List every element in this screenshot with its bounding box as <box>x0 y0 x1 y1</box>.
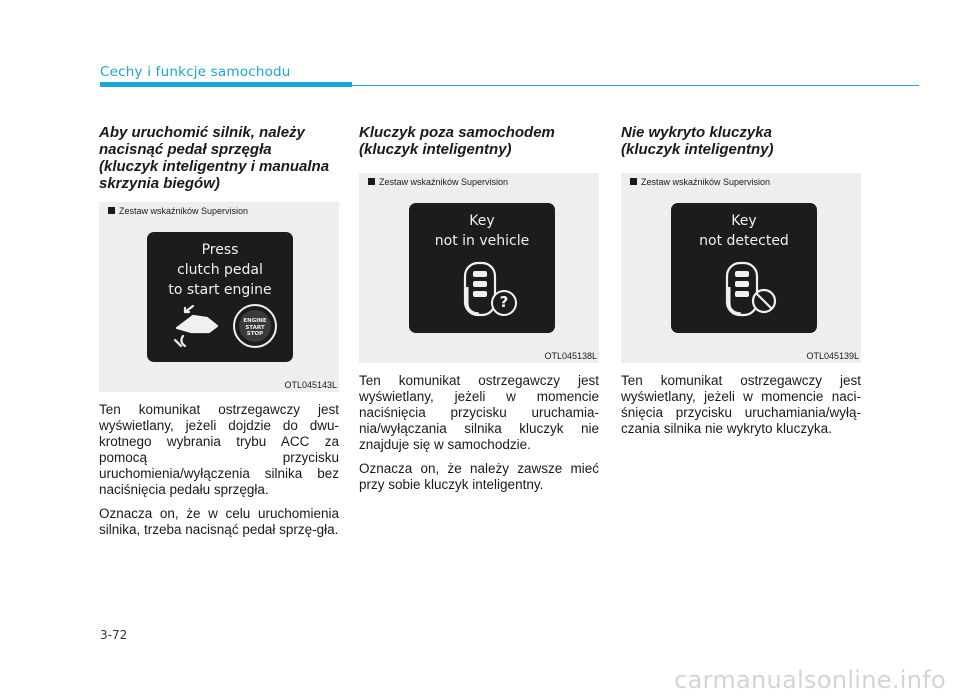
heading-line: Aby uruchomić silnik, należy <box>99 124 305 141</box>
cluster-screen <box>671 203 817 333</box>
paragraph: Ten komunikat ostrzegawczy jest wyświetlany, jeżeli w momencie naciśnięcia przycisku uruchamia-nia/wyłączania silnika kluczyk nie znajduje się w samochodzie. <box>359 373 599 452</box>
figure-code: OTL045139L <box>806 351 859 361</box>
figure-caption-text: Zestaw wskaźników Supervision <box>641 177 771 187</box>
column-heading <box>359 124 599 158</box>
screen-line: not detected <box>699 233 789 249</box>
section-rule <box>352 85 919 86</box>
prohibited-badge-icon <box>751 288 777 314</box>
watermark: carmanualsonline.info <box>674 666 946 694</box>
heading-line: nacisnąć pedał sprzęgła <box>99 141 272 158</box>
screen-line: Key <box>469 213 495 229</box>
heading-line: skrzynia biegów) <box>99 175 220 192</box>
column-heading <box>99 124 339 192</box>
figure-clutch <box>99 202 339 392</box>
section-title: Cechy i funkcje samochodu <box>100 64 291 80</box>
cluster-screen <box>147 232 293 362</box>
screen-line: to start engine <box>168 282 272 298</box>
paragraph: Ten komunikat ostrzegawczy jest wyświetlany, jeżeli dojdzie do dwu-krotnego wybrania trybu ACC za pomocą przycisku uruchomienia/wyłączenia silnika bez naciśnięcia pedału sprzęgła. <box>99 402 339 497</box>
heading-line: (kluczyk inteligentny) <box>621 141 774 158</box>
screen-line: clutch pedal <box>177 262 263 278</box>
smart-key-icon <box>671 203 817 333</box>
screen-line: not in vehicle <box>434 233 530 249</box>
bullet-square-icon <box>108 207 115 214</box>
bullet-square-icon <box>368 178 375 185</box>
button-line: STOP <box>246 331 264 337</box>
screen-line: Key <box>731 213 757 229</box>
heading-line: Kluczyk poza samochodem <box>359 124 555 141</box>
column-heading <box>621 124 861 158</box>
heading-line: (kluczyk inteligentny) <box>359 141 512 158</box>
figure-code: OTL045138L <box>544 351 597 361</box>
button-face <box>239 310 271 342</box>
column-key-outside <box>359 124 599 493</box>
column-key-not-detected <box>621 124 861 437</box>
figure-caption <box>368 177 508 187</box>
page-number: 3-72 <box>100 628 128 642</box>
column-clutch <box>99 124 339 538</box>
figure-caption <box>108 206 248 216</box>
bullet-square-icon <box>630 178 637 185</box>
figure-key-not-detected <box>621 173 861 363</box>
figure-caption-text: Zestaw wskaźników Supervision <box>379 177 509 187</box>
button-line: ENGINE <box>243 318 267 324</box>
heading-line: Nie wykryto kluczyka <box>621 124 772 141</box>
figure-code: OTL045143L <box>284 380 337 390</box>
clutch-pedal-icon <box>147 232 293 362</box>
smart-key-icon <box>409 203 555 333</box>
figure-caption-text: Zestaw wskaźników Supervision <box>119 206 249 216</box>
engine-start-stop-button <box>233 304 277 348</box>
question-badge-icon: ? <box>491 290 517 316</box>
figure-key-not-in-vehicle <box>359 173 599 363</box>
paragraph: Ten komunikat ostrzegawczy jest wyświetlany, jeżeli w momencie naci-śnięcia przycisku uruchamiania/wyłą-czania silnika nie wykryto kluczyka. <box>621 373 861 436</box>
screen-line: Press <box>201 242 239 258</box>
heading-line: (kluczyk inteligentny i manualna <box>99 158 330 175</box>
figure-caption <box>630 177 770 187</box>
cluster-screen <box>409 203 555 333</box>
paragraph: Oznacza on, że należy zawsze mieć przy sobie kluczyk inteligentny. <box>359 461 599 492</box>
button-line: START <box>245 324 265 331</box>
section-bar-accent <box>100 82 352 87</box>
paragraph: Oznacza on, że w celu uruchomienia silnika, trzeba nacisnąć pedał sprzę-gła. <box>99 506 339 537</box>
